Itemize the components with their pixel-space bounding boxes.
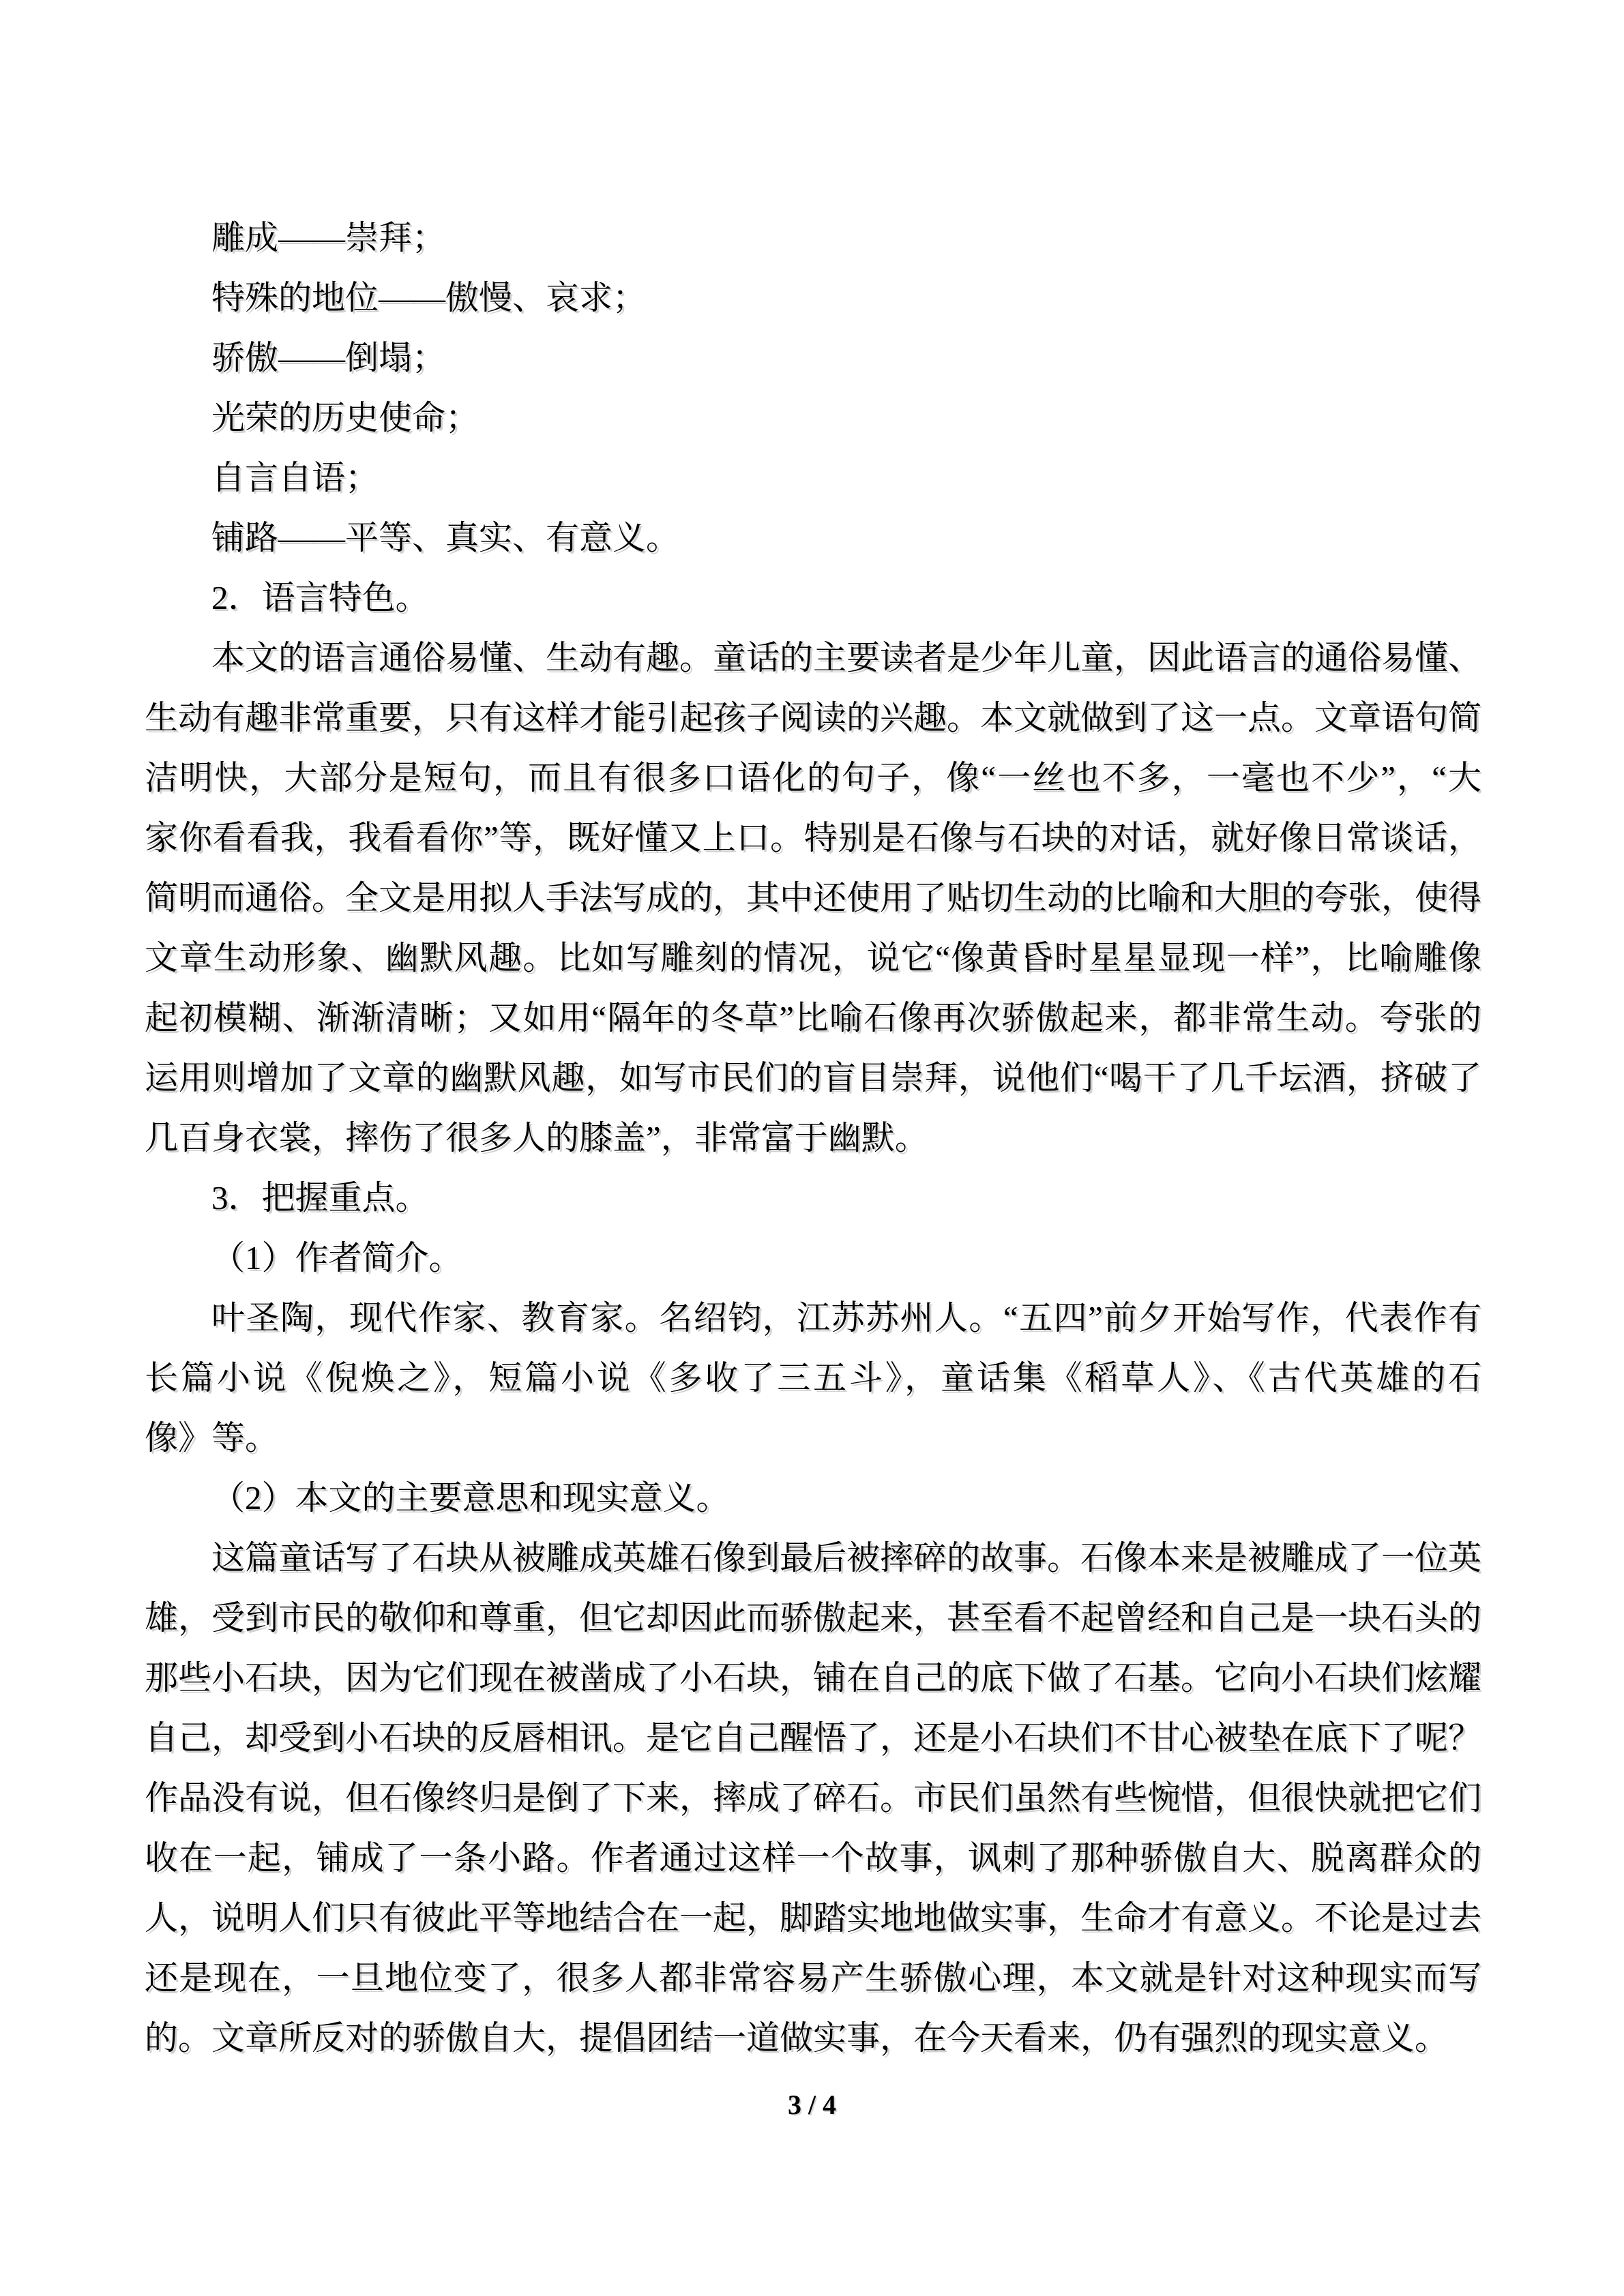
paragraph-line: 家你看看我，我看看你”等，既好懂又上口。特别是石像与石块的对话，就好像日常谈话，: [145, 819, 1481, 856]
outline-item-line: 特殊的地位——傲慢、哀求；: [211, 279, 647, 316]
paragraph-line: 收在一起，铺成了一条小路。作者通过这样一个故事，讽刺了那种骄傲自大、脱离群众的: [145, 1839, 1481, 1877]
paragraph-line: 人，说明人们只有彼此平等地结合在一起，脚踏实地地做实事，生命才有意义。不论是过去: [145, 1899, 1481, 1937]
section-heading-line: 2．语言特色。: [211, 579, 429, 616]
document-body: [145, 208, 1481, 2068]
paragraph-line: 长篇小说《倪焕之》，短篇小说《多收了三五斗》，童话集《稻草人》、《古代英雄的石: [145, 1359, 1481, 1397]
outline-item-line: 自言自语；: [211, 459, 379, 496]
paragraph-line: 自己，却受到小石块的反唇相讯。是它自己醒悟了，还是小石块们不甘心被垫在底下了呢？: [145, 1719, 1481, 1757]
paragraph-line: 文章生动形象、幽默风趣。比如写雕刻的情况，说它“像黄昏时星星显现一样”，比喻雕像: [145, 939, 1481, 976]
paragraph-line: 生动有趣非常重要，只有这样才能引起孩子阅读的兴趣。本文就做到了这一点。文章语句简: [145, 699, 1481, 736]
paragraph-line: 的。文章所反对的骄傲自大，提倡团结一道做实事，在今天看来，仍有强烈的现实意义。: [145, 2019, 1449, 2057]
page-number: 3 / 4: [787, 2089, 837, 2120]
paragraph-line: 这篇童话写了石块从被雕成英雄石像到最后被摔碎的故事。石像本来是被雕成了一位英: [211, 1539, 1481, 1577]
paragraph-line: 还是现在，一旦地位变了，很多人都非常容易产生骄傲心理，本文就是针对这种现实而写: [145, 1959, 1481, 1997]
paragraph-line: 像》等。: [145, 1419, 279, 1457]
outline-item-line: 铺路——平等、真实、有意义。: [211, 519, 680, 556]
paragraph-line: 简明而通俗。全文是用拟人手法写成的，其中还使用了贴切生动的比喻和大胆的夸张，使得: [145, 879, 1481, 916]
section-heading-line: 3．把握重点。: [211, 1179, 429, 1217]
outline-item-line: 雕成——崇拜；: [211, 219, 446, 256]
paragraph-line: 起初模糊、渐渐清晰；又如用“隔年的冬草”比喻石像再次骄傲起来，都非常生动。夸张的: [145, 999, 1481, 1037]
paragraph-line: 本文的语言通俗易懂、生动有趣。童话的主要读者是少年儿童，因此语言的通俗易懂、: [211, 639, 1481, 676]
paragraph-line: 几百身衣裳，摔伤了很多人的膝盖”，非常富于幽默。: [145, 1119, 928, 1157]
paragraph-line: 作品没有说，但石像终归是倒了下来，摔成了碎石。市民们虽然有些惋惜，但很快就把它们: [145, 1779, 1481, 1817]
paragraph-line: 雄，受到市民的敬仰和尊重，但它却因此而骄傲起来，甚至看不起曾经和自己是一块石头的: [145, 1599, 1481, 1637]
paragraph-line: 洁明快，大部分是短句，而且有很多口语化的句子，像“一丝也不多，一毫也不少”，“大: [145, 759, 1481, 796]
paragraph-line: 那些小石块，因为它们现在被凿成了小石块，铺在自己的底下做了石基。它向小石块们炫耀: [145, 1659, 1481, 1697]
paragraph-line: 运用则增加了文章的幽默风趣，如写市民们的盲目崇拜，说他们“喝干了几千坛酒，挤破了: [145, 1059, 1481, 1097]
paragraph-line: 叶圣陶，现代作家、教育家。名绍钧，江苏苏州人。“五四”前夕开始写作，代表作有: [211, 1299, 1481, 1337]
subsection-heading-line: （2）本文的主要意思和现实意义。: [211, 1479, 730, 1517]
outline-item-line: 骄傲——倒塌；: [211, 339, 446, 376]
subsection-heading-line: （1）作者简介。: [211, 1239, 462, 1277]
outline-item-line: 光荣的历史使命；: [211, 399, 479, 436]
